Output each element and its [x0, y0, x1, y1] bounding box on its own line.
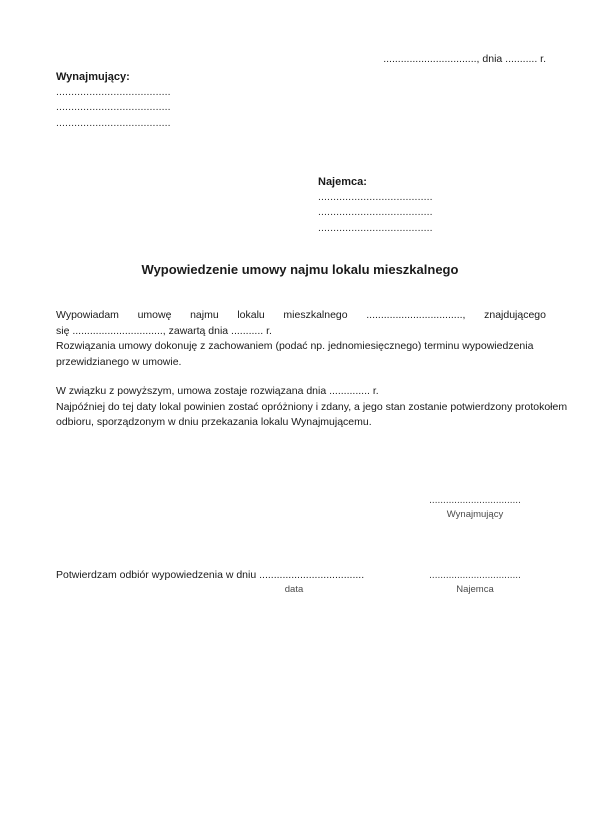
date-place-line: ................................, dnia ........... r.	[383, 53, 546, 65]
date-caption: data	[284, 584, 304, 595]
document-title: Wypowiedzenie umowy najmu lokalu mieszkalnego	[141, 262, 459, 277]
landlord-signature-caption: Wynajmujący	[446, 509, 504, 520]
landlord-fill-line-1: ......................................	[56, 86, 171, 98]
tenant-fill-line-2: ......................................	[318, 206, 433, 219]
paragraph1-line3: Rozwiązania umowy dokonuję z zachowaniem (podać np. jednomiesięcznego) terminu wypowiedzenia	[56, 340, 534, 352]
landlord-fill-line-2: ......................................	[56, 101, 171, 114]
landlord-label: Wynajmujący:	[56, 71, 130, 83]
tenant-block	[318, 174, 433, 236]
acknowledgment-line: Potwierdzam odbiór wypowiedzenia w dniu ....................................	[56, 569, 365, 581]
paragraph1-line1: Wypowiadam umowę najmu lokalu mieszkalnego ................................., znajdującego	[56, 309, 546, 321]
landlord-block	[56, 69, 171, 131]
tenant-fill-line-3: ......................................	[318, 221, 433, 234]
tenant-fill-line-1: ......................................	[318, 191, 433, 203]
paragraph-2	[56, 384, 568, 431]
tenant-label: Najemca:	[318, 176, 367, 188]
paragraph2-line1: W związku z powyższym, umowa zostaje rozwiązana dnia .............. r.	[56, 385, 379, 397]
tenant-signature-line: .................................	[429, 570, 521, 581]
landlord-signature-block	[424, 494, 526, 521]
paragraph2-line2: Najpóźniej do tej daty lokal powinien zostać opróżniony i zdany, a jego stan zostanie potwierdzony protokołem	[56, 400, 568, 413]
tenant-signature-caption: Najemca	[456, 584, 494, 595]
landlord-signature-line: .................................	[429, 495, 521, 506]
paragraph2-line3: odbioru, sporządzonym w dniu przekazania lokalu Wynajmującemu.	[56, 416, 372, 428]
paragraph1-line2: się ..............................., zawartą dnia ........... r.	[56, 324, 272, 337]
landlord-fill-line-3: ......................................	[56, 116, 171, 129]
paragraph-1	[56, 308, 546, 370]
paragraph1-line4: przewidzianego w umowie.	[56, 355, 182, 368]
